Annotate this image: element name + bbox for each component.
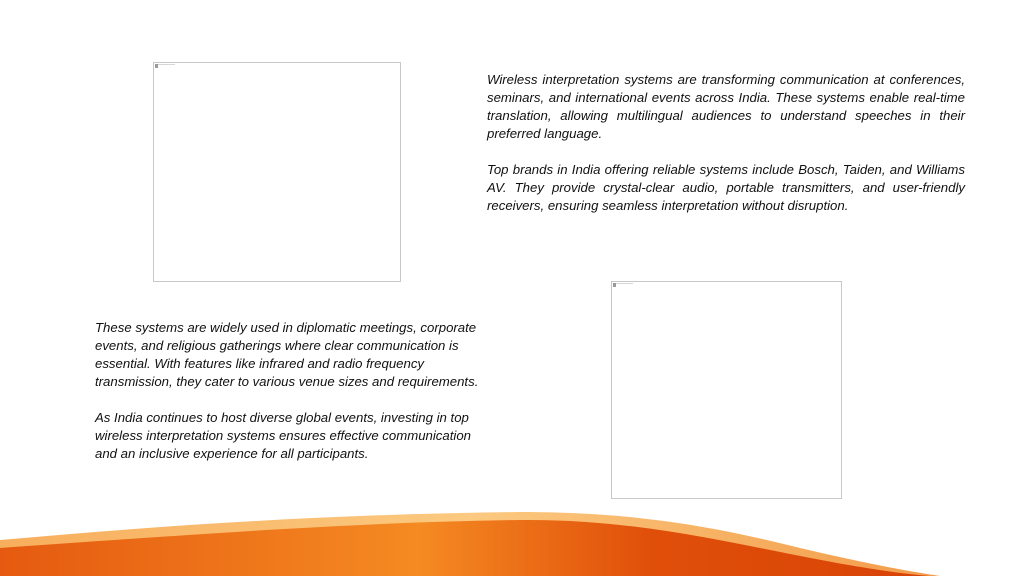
brands-paragraph: Top brands in India offering reliable systems include Bosch, Taiden, and Williams AV. They provide crystal-clear audio, portable transmitters, and user-friendly receivers, ensuring seamless interpretation without disruption. xyxy=(487,162,965,213)
broken-image-icon xyxy=(155,64,175,69)
image-placeholder xyxy=(153,62,401,282)
image-placeholder xyxy=(611,281,842,499)
broken-image-icon xyxy=(613,283,633,288)
usage-paragraph: These systems are widely used in diplomatic meetings, corporate events, and religious gatherings where clear communication is essential. With features like infrared and radio frequency transmission, they cater to various venue sizes and requirements. xyxy=(95,320,479,389)
intro-paragraph: Wireless interpretation systems are transforming communication at conferences, seminars, and international events across India. These systems enable real-time translation, allowing multilingual audiences to understand speeches in their preferred language. xyxy=(487,72,965,141)
conclusion-paragraph: As India continues to host diverse global events, investing in top wireless interpretation systems ensures effective communication and an inclusive experience for all participants. xyxy=(95,410,471,461)
decorative-wave xyxy=(0,488,1024,576)
